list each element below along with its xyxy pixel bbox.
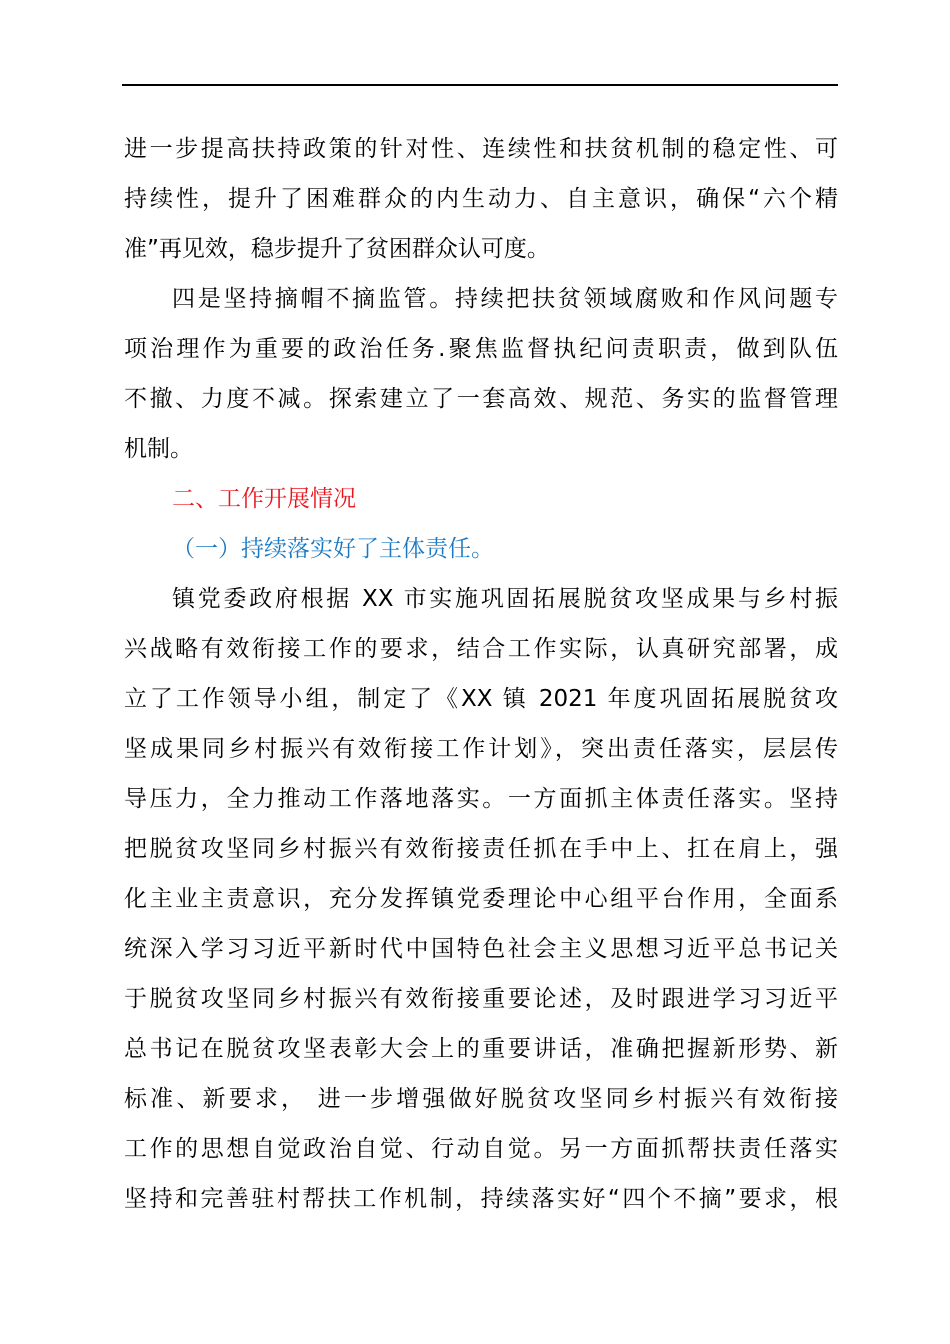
text-line: 总书记在脱贫攻坚表彰大会上的重要讲话，准确把握新形势、新 <box>124 1036 838 1062</box>
text-line: 镇党委政府根据 XX 市实施巩固拓展脱贫攻坚成果与乡村振 <box>172 586 838 612</box>
text-line: 于脱贫攻坚同乡村振兴有效衔接重要论述，及时跟进学习习近平 <box>124 986 838 1012</box>
subsection-heading: （一）持续落实好了主体责任。 <box>172 536 494 562</box>
text-line: 立了工作领导小组，制定了《XX 镇 2021 年度巩固拓展脱贫攻 <box>124 686 838 712</box>
text-line: 准”再见效，稳步提升了贫困群众认可度。 <box>124 236 550 262</box>
text-line: 导压力，全力推动工作落地落实。一方面抓主体责任落实。坚持 <box>124 786 838 812</box>
text-line: 机制。 <box>124 436 193 462</box>
text-line: 持续性，提升了困难群众的内生动力、自主意识，确保“六个精 <box>124 186 838 212</box>
text-line: 把脱贫攻坚同乡村振兴有效衔接责任抓在手中上、扛在肩上，强 <box>124 836 838 862</box>
text-line: 进一步提高扶持政策的针对性、连续性和扶贫机制的稳定性、可 <box>124 136 838 162</box>
text-line: 不撤、力度不减。探索建立了一套高效、规范、务实的监督管理 <box>124 386 838 412</box>
text-line: 化主业主责意识，充分发挥镇党委理论中心组平台作用，全面系 <box>124 886 838 912</box>
text-line: 标准、新要求， 进一步增强做好脱贫攻坚同乡村振兴有效衔接 <box>124 1086 838 1112</box>
text-line: 四是坚持摘帽不摘监管。持续把扶贫领域腐败和作风问题专 <box>172 286 838 312</box>
text-line: 坚成果同乡村振兴有效衔接工作计划》，突出责任落实，层层传 <box>124 736 838 762</box>
text-line: 统深入学习习近平新时代中国特色社会主义思想习近平总书记关 <box>124 936 838 962</box>
text-line: 工作的思想自觉政治自觉、行动自觉。另一方面抓帮扶责任落实 <box>124 1136 838 1162</box>
section-heading: 二、工作开展情况 <box>172 486 356 512</box>
text-line: 项治理作为重要的政治任务.聚焦监督执纪问责职责，做到队伍 <box>124 336 838 362</box>
text-line: 兴战略有效衔接工作的要求，结合工作实际，认真研究部署，成 <box>124 636 838 662</box>
header-rule <box>122 84 838 86</box>
text-line: 坚持和完善驻村帮扶工作机制，持续落实好“四个不摘”要求，根 <box>124 1186 838 1212</box>
document-body <box>124 124 838 1224</box>
